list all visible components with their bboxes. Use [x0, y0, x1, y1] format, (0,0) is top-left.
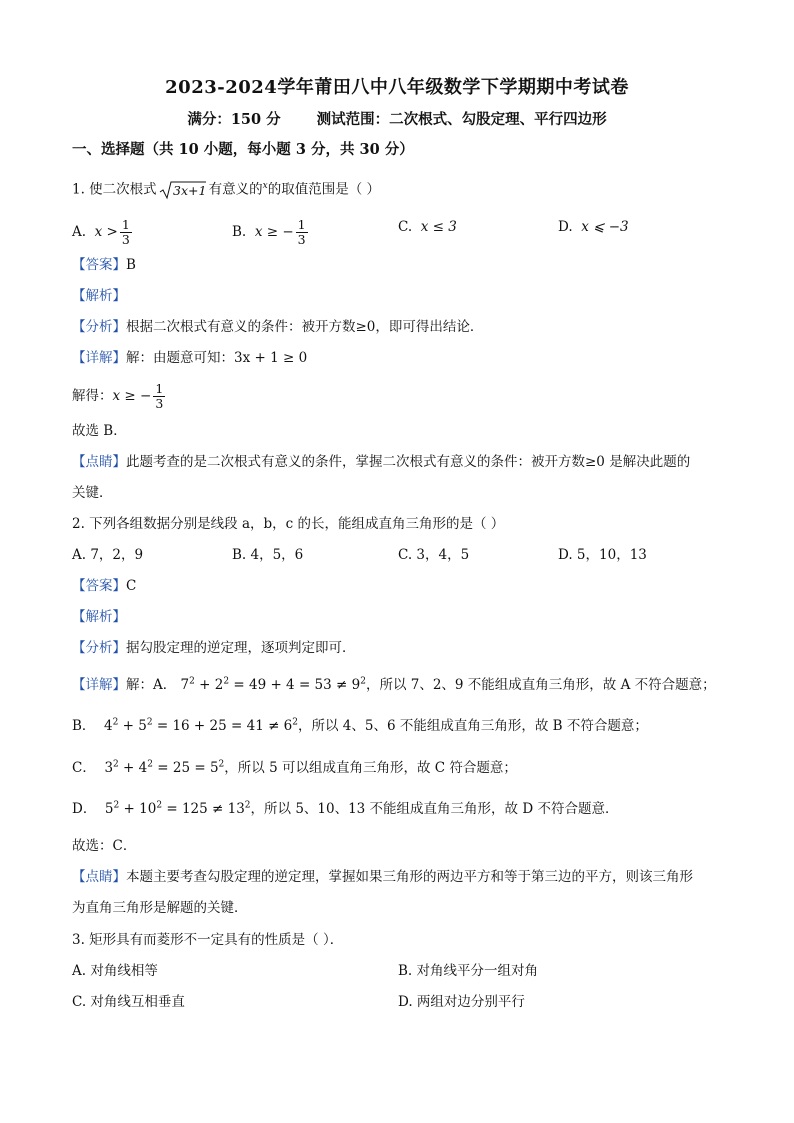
q2-stem: 2. 下列各组数据分别是线段 a，b，c 的长，能组成直角三角形的是（ ）	[72, 516, 505, 532]
q3-option-d: D. 两组对边分别平行	[398, 994, 525, 1010]
q2-detail-b: B． $4^2 + 5^2 = 16 + 25 = 41 \ne 6^2$，所以 4、5、6 不能组成直角三角形，故 B 不符合题意；	[72, 717, 648, 734]
q1-analysis-tag: 【解析】	[72, 288, 126, 304]
fraction: $\frac{1}{3}$	[297, 217, 306, 247]
q1-option-b: B. x ≥ − $\frac{1}{3}$	[232, 217, 306, 247]
q3-option-c: C. 对角线互相垂直	[72, 994, 185, 1010]
equation-d: $5^2 + 10^2 = 125 \ne 13^2$	[104, 800, 251, 817]
page-title: 2023-2024学年莆田八中八年级数学下学期期中考试卷	[165, 77, 629, 98]
q2-option-d: D. 5，10，13	[558, 547, 647, 563]
q1-option-a: A. x > $\frac{1}{3}$	[72, 217, 130, 247]
q2-analysis-tag: 【解析】	[72, 609, 126, 625]
q2-detail-c: C． $3^2 + 4^2 = 25 = 5^2$，所以 5 可以组成直角三角形，故 C 符合题意；	[72, 759, 517, 776]
q2-dianjing-cont: 为直角三角形是解题的关键．	[72, 900, 248, 916]
equation-c: $3^2 + 4^2 = 25 = 5^2$	[104, 759, 225, 776]
q1-option-d: D. x ⩽ −3	[558, 219, 629, 235]
q1-dianjing-cont: 关键．	[72, 485, 113, 501]
q2-dianjing: 【点睛】本题主要考查勾股定理的逆定理，掌握如果三角形的两边平方和等于第三边的平方，则该三角形	[72, 869, 693, 885]
q2-answer: 【答案】C	[72, 578, 137, 594]
q2-option-b: B. 4，5，6	[232, 547, 304, 563]
test-range: 测试范围：二次根式、勾股定理、平行四边形	[316, 111, 607, 128]
q2-fenxi: 【分析】据勾股定理的逆定理，逐项判定即可．	[72, 640, 356, 656]
q2-detail-a: 【详解】解：A． $7^2 + 2^2 = 49 + 4 = 53 \ne 9^2$，所以 7、2、9 不能组成直角三角形，故 A 不符合题意；	[72, 676, 716, 693]
q3-option-b: B. 对角线平分一组对角	[398, 963, 539, 979]
equation-a: $7^2 + 2^2 = 49 + 4 = 53 \ne 9^2$	[180, 676, 366, 693]
q1-fenxi: 【分析】根据二次根式有意义的条件：被开方数≥0，即可得出结论．	[72, 319, 484, 335]
fraction: $\frac{1}{3}$	[155, 381, 164, 411]
section-heading: 一、选择题（共 10 小题，每小题 3 分，共 30 分）	[72, 141, 414, 158]
subtitle	[0, 108, 794, 129]
fraction: $\frac{1}{3}$	[121, 217, 130, 247]
q2-choice: 故选：C．	[72, 838, 137, 854]
q1-choice: 故选 B．	[72, 423, 127, 439]
q1-xiangjie: 【详解】解：由题意可知：3x + 1 ≥ 0	[72, 350, 308, 366]
sqrt-symbol	[159, 180, 207, 200]
q2-detail-d: D． $5^2 + 10^2 = 125 \ne 13^2$，所以 5、10、13 不能组成直角三角形，故 D 不符合题意．	[72, 800, 619, 817]
radicand: 3x+1	[172, 183, 207, 198]
q1-answer: 【答案】B	[72, 257, 136, 273]
q1-stem: 1. 使二次根式 3x+1 有意义的$^x$的取值范围是（ ）	[72, 181, 381, 198]
equation-b: $4^2 + 5^2 = 16 + 25 = 41 \ne 6^2$	[104, 717, 298, 734]
q2-option-a: A. 7，2，9	[72, 547, 144, 563]
q1-solution: 解得：x ≥ − $\frac{1}{3}$	[72, 381, 164, 411]
q1-option-c: C. x ≤ 3	[398, 219, 457, 235]
full-score: 满分：150 分	[187, 111, 281, 128]
q3-option-a: A. 对角线相等	[72, 963, 158, 979]
q3-stem: 3. 矩形具有而菱形不一定具有的性质是（ ）．	[72, 932, 344, 948]
q1-dianjing: 【点睛】此题考查的是二次根式有意义的条件，掌握二次根式有意义的条件：被开方数≥0 是解决此题的	[72, 454, 691, 470]
q2-option-c: C. 3，4，5	[398, 547, 470, 563]
